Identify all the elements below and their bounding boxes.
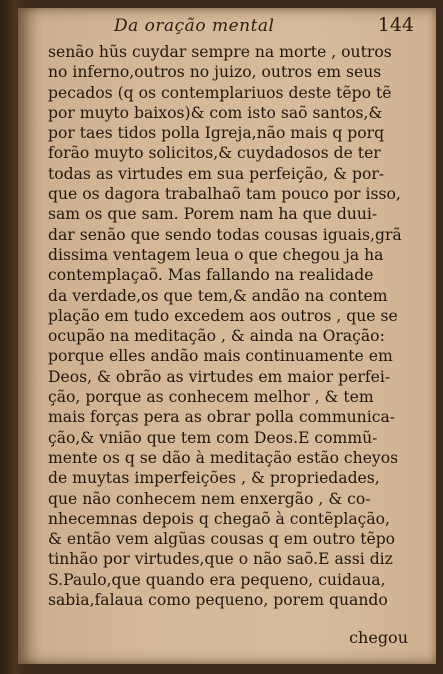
text-line: contemplaçaõ. Mas fallando na realidade xyxy=(48,266,374,285)
text-line: por muyto baixos)& com isto saõ santos,& xyxy=(48,103,383,122)
text-line: que os dagora trabalhaõ tam pouco por isso, xyxy=(48,185,401,204)
text-block xyxy=(48,42,424,610)
page-number: 144 xyxy=(377,14,414,36)
text-line: todas as virtudes em sua perfeição, & por- xyxy=(48,164,385,183)
text-line: mais forças pera as obrar polla communica- xyxy=(48,408,396,427)
text-line: ção,& vnião que tem com Deos.E commũ- xyxy=(48,428,378,447)
text-line: forão muyto solicitos,& cuydadosos de ter xyxy=(48,144,381,163)
text-line: Deos, & obrão as virtudes em maior perfei- xyxy=(48,367,391,386)
text-line: de muytas imperfeições , & propriedades, xyxy=(48,469,380,488)
text-line: por taes tidos polla Igreja,não mais q porq xyxy=(48,124,385,143)
text-line: tinhão por virtudes,que o não saõ.E assi diz xyxy=(48,550,393,569)
text-line: que não conhecem nem enxergão , & co- xyxy=(48,489,371,508)
text-line: pecados (q os contemplariuos deste tẽpo tẽ xyxy=(48,83,392,102)
text-line: S.Paulo,que quando era pequeno, cuidaua, xyxy=(48,570,386,589)
text-line: dissima ventagem leua o que chegou ja ha xyxy=(48,245,384,264)
text-line: plação em tudo excedem aos outros , que se xyxy=(48,306,398,325)
text-line: ção, porque as conhecem melhor , & tem xyxy=(48,388,374,407)
text-line: mente os q se dão à meditação estão cheyos xyxy=(48,448,399,467)
text-line: nhecemnas depois q chegaõ à contẽplação, xyxy=(48,509,391,528)
catchword: chegou xyxy=(349,628,408,647)
text-line: sabia,falaua como pequeno, porem quando xyxy=(48,591,388,610)
text-line: dar senão que sendo todas cousas iguais,grã xyxy=(48,225,402,244)
text-line: sam os que sam. Porem nam ha que duui- xyxy=(48,205,378,224)
text-line: porque elles andão mais continuamente em xyxy=(48,347,393,366)
text-line: & então vem algũas cousas q em outro tẽpo xyxy=(48,530,396,549)
text-line: senão hũs cuydar sempre na morte , outros xyxy=(48,43,392,61)
text-line: ocupão na meditação , & ainda na Oração: xyxy=(48,327,385,346)
text-line: no inferno,outros no juizo, outros em seus xyxy=(48,63,382,82)
running-title: Da oração mental xyxy=(114,16,275,36)
page-header xyxy=(114,16,414,36)
text-line: da verdade,os que tem,& andão na contem xyxy=(48,286,388,305)
book-page xyxy=(18,8,436,664)
